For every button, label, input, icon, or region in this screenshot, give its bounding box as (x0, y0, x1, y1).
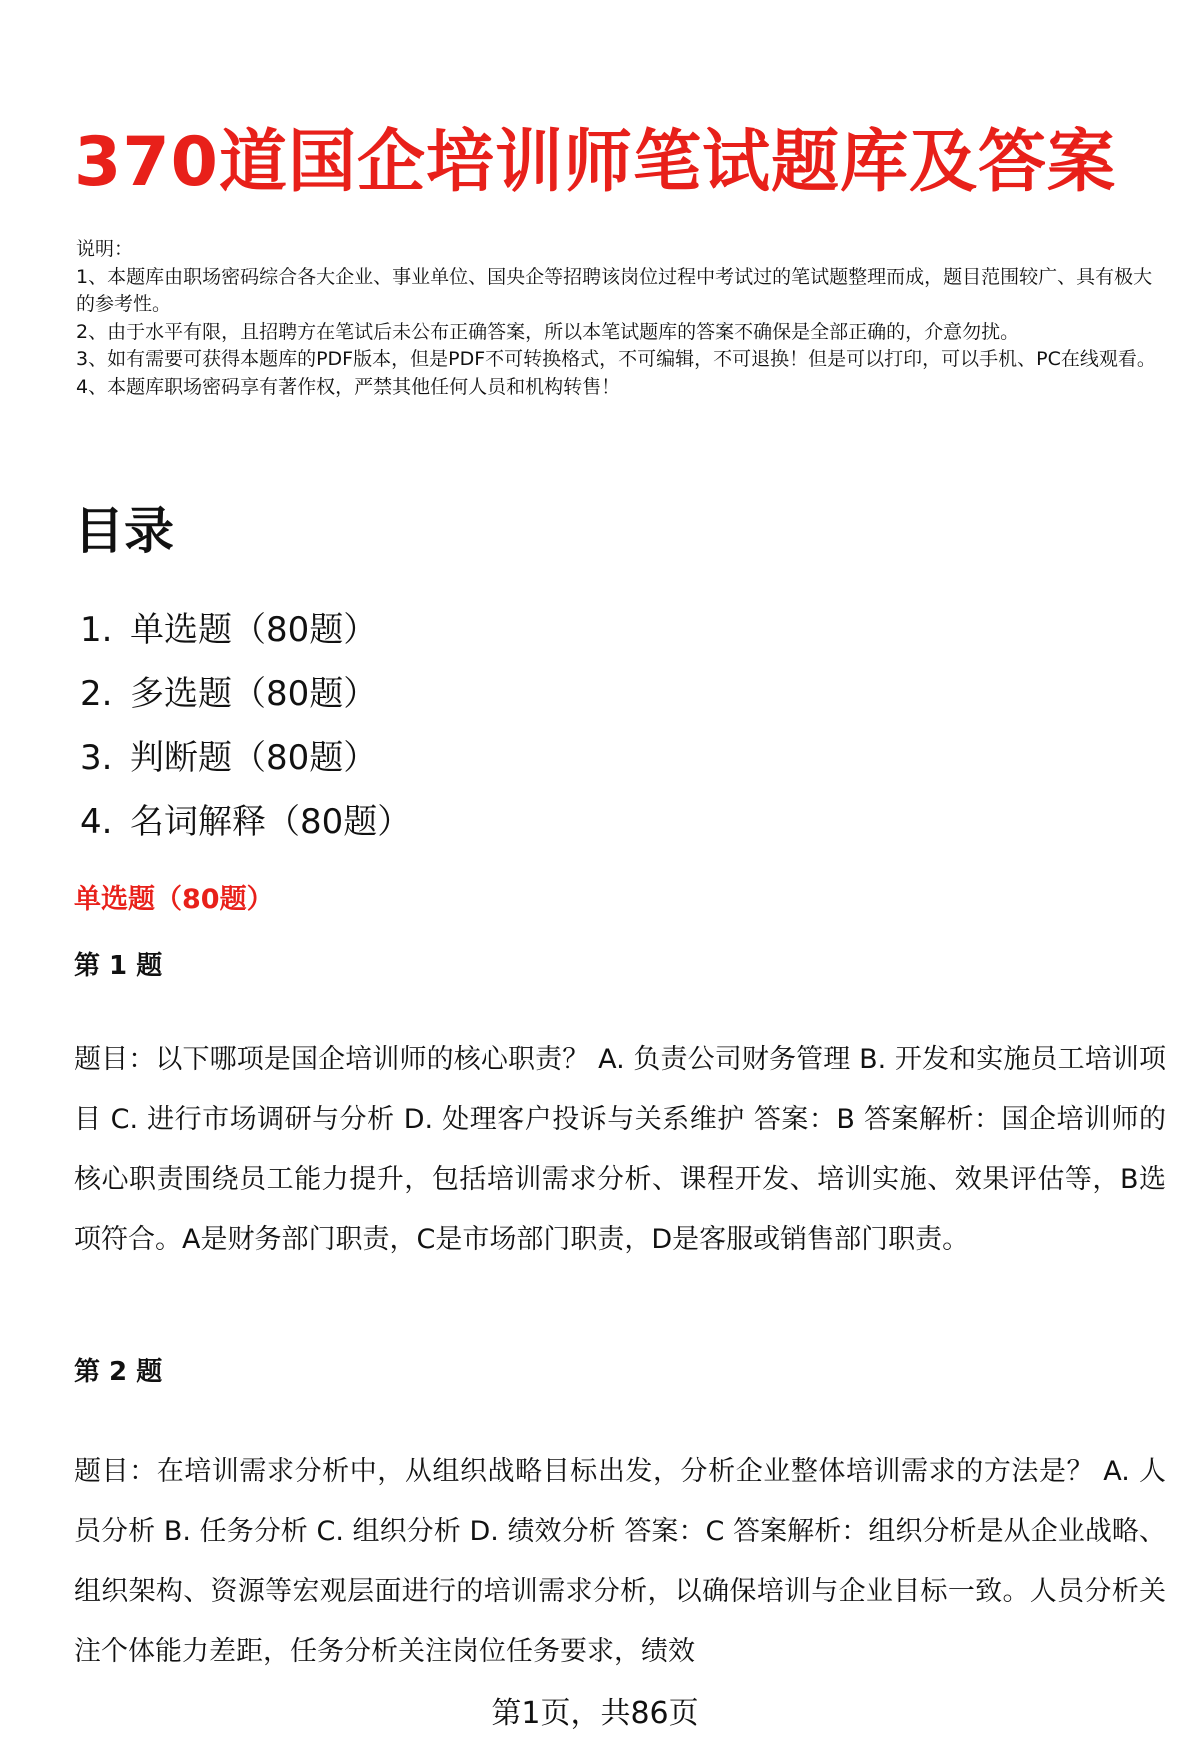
toc-item-label: 判断题（80题） (130, 738, 378, 778)
toc-heading: 目录 (74, 502, 174, 560)
toc-item-label: 多选题（80题） (130, 674, 378, 714)
question-label: 第 2 题 (74, 1357, 163, 1387)
toc-item-true-false[interactable] (80, 726, 411, 790)
note-item: 3、如有需要可获得本题库的PDF版本，但是PDF不可转换格式，不可编辑，不可退换！但是可以打印，可以手机、PC在线观看。 (76, 348, 1156, 370)
document-title: 370道国企培训师笔试题库及答案 (74, 123, 1116, 202)
note-item: 4、本题库职场密码享有著作权，严禁其他任何人员和机构转售！ (76, 375, 621, 398)
toc-item-number: 3. (80, 738, 113, 778)
toc-item-number: 2. (80, 674, 113, 714)
page-footer: 第1页，共86页 (491, 1696, 699, 1731)
notes-heading: 说明： (76, 238, 134, 260)
question-body: 题目：在培训需求分析中，从组织战略目标出发，分析企业整体培训需求的方法是？ A. 人员分析 B. 任务分析 C. 组织分析 D. 绩效分析 答案：C 答案解析：组织分析是从企业战略、组织架构、资源等宏观层面进行的培训需求分析，以确保培训与企业目标一致。人员分析关注个体能力差距，任务分析关注岗位任务要求，绩效 (74, 1456, 1166, 1667)
toc-list (80, 598, 411, 854)
toc-item-number: 4. (80, 802, 113, 842)
toc-item-number: 1. (80, 610, 113, 650)
note-item: 1、本题库由职场密码综合各大企业、事业单位、国央企等招聘该岗位过程中考试过的笔试题整理而成，题目范围较广、具有极大的参考性。 (76, 265, 1153, 315)
toc-item-multiple-choice[interactable] (80, 662, 411, 726)
notes-block (76, 236, 1156, 401)
note-item: 2、由于水平有限，且招聘方在笔试后未公布正确答案，所以本笔试题库的答案不确保是全部正确的，介意勿扰。 (76, 320, 1020, 343)
toc-item-label: 单选题（80题） (130, 610, 378, 650)
section-title: 单选题（80题） (74, 884, 274, 915)
toc-item-single-choice[interactable] (80, 598, 411, 662)
toc-item-label: 名词解释（80题） (130, 802, 412, 842)
toc-item-term-definition[interactable] (80, 790, 411, 854)
question-label: 第 1 题 (74, 951, 163, 981)
question-body: 题目：以下哪项是国企培训师的核心职责？ A. 负责公司财务管理 B. 开发和实施员工培训项目 C. 进行市场调研与分析 D. 处理客户投诉与关系维护 答案：B 答案解析：国企培训师的核心职责围绕员工能力提升，包括培训需求分析、课程开发、培训实施、效果评估等，B选项符合。A是财务部门职责，C是市场部门职责，D是客服或销售部门职责。 (74, 1044, 1166, 1255)
